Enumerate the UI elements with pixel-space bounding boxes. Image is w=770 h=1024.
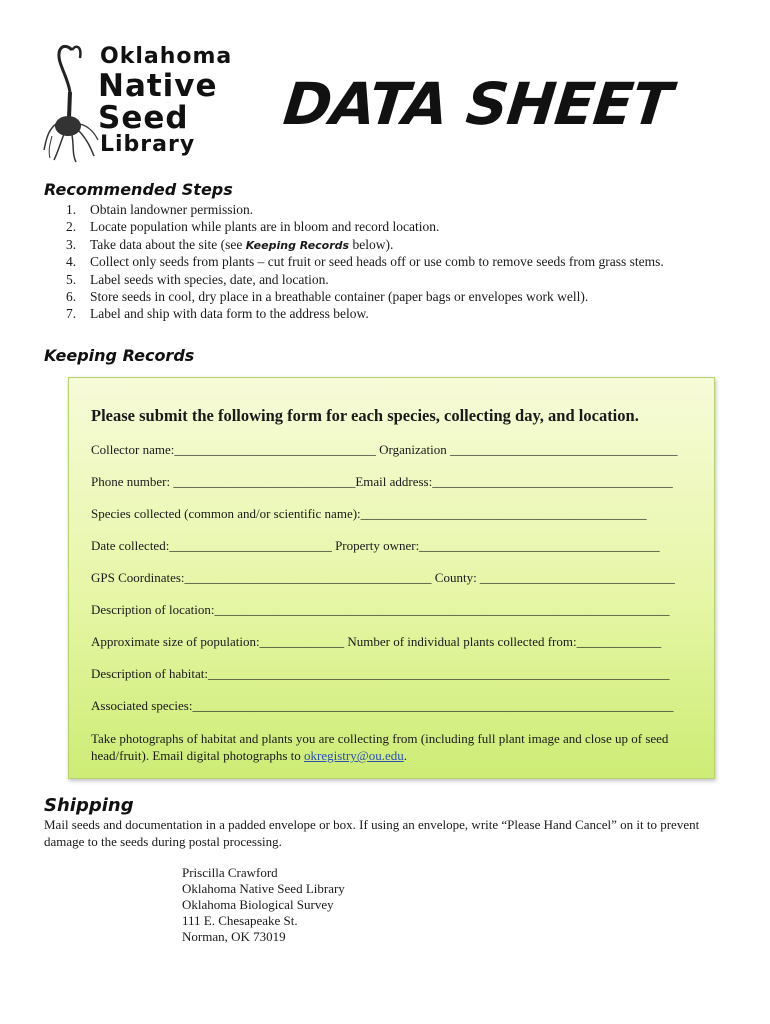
list-item: 5. Label seeds with species, date, and location. [66, 271, 329, 287]
list-item: 6. Store seeds in cool, dry place in a breathable container (paper bags or envelopes work well). [66, 288, 589, 304]
steps-heading: Recommended Steps [44, 180, 233, 199]
address-line: Oklahoma Native Seed Library [182, 881, 345, 896]
population-size-field[interactable]: Approximate size of population:_____________ Number of individual plants collected from:_____________ [91, 634, 662, 649]
logo-line-2: Native [98, 68, 218, 104]
location-description-field[interactable]: Description of location:______________________________________________________________________ [91, 602, 670, 617]
phone-email-field[interactable]: Phone number: ____________________________Email address:_____________________________________ [91, 474, 673, 489]
shipping-instructions: Mail seeds and documentation in a padded envelope or box. If using an envelope, write “Please Hand Cancel” on it to prevent damage to the seeds during postal processing. [44, 817, 700, 849]
page-title: DATA SHEET [280, 70, 675, 138]
email-link[interactable]: okregistry@ou.edu [304, 748, 404, 763]
list-item: 3. Take data about the site (see Keeping Records below). [66, 236, 394, 252]
mailing-address [182, 865, 345, 945]
list-item: 1. Obtain landowner permission. [66, 202, 254, 217]
list-item: 2. Locate population while plants are in bloom and record location. [66, 219, 440, 235]
data-form [68, 377, 715, 779]
seedling-icon [42, 40, 102, 164]
address-line: Oklahoma Biological Survey [182, 897, 334, 912]
logo-line-3: Seed [98, 100, 189, 136]
list-item: 4. Collect only seeds from plants – cut fruit or seed heads off or use comb to remove seeds from grass stems. [66, 254, 664, 270]
collector-organization-field[interactable]: Collector name:_______________________________ Organization ___________________________________ [91, 442, 678, 457]
gps-county-field[interactable]: GPS Coordinates:______________________________________ County: ______________________________ [91, 570, 675, 585]
records-heading: Keeping Records [44, 346, 195, 365]
photo-note: Take photographs of habitat and plants you are collecting from (including full plant image and close up of seed head/fruit). Email digital photographs to okregistry@ou.edu. [91, 731, 669, 763]
logo-line-1: Oklahoma [100, 44, 233, 69]
keeping-records-reference: Keeping Records [245, 238, 350, 252]
logo-line-4: Library [100, 132, 196, 157]
logo [42, 40, 272, 164]
date-owner-field[interactable]: Date collected:_________________________ Property owner:_____________________________________ [91, 538, 660, 553]
address-line: Priscilla Crawford [182, 865, 278, 880]
list-item: 7. Label and ship with data form to the address below. [66, 306, 369, 322]
address-line: 111 E. Chesapeake St. [182, 913, 298, 928]
species-field[interactable]: Species collected (common and/or scientific name):____________________________________________ [91, 506, 647, 521]
form-title: Please submit the following form for each species, collecting day, and location. [91, 406, 639, 425]
steps-list [66, 201, 746, 323]
address-line: Norman, OK 73019 [182, 929, 286, 944]
habitat-description-field[interactable]: Description of habitat:_______________________________________________________________________ [91, 666, 670, 681]
shipping-heading: Shipping [44, 795, 134, 816]
associated-species-field[interactable]: Associated species:__________________________________________________________________________ [91, 698, 674, 713]
